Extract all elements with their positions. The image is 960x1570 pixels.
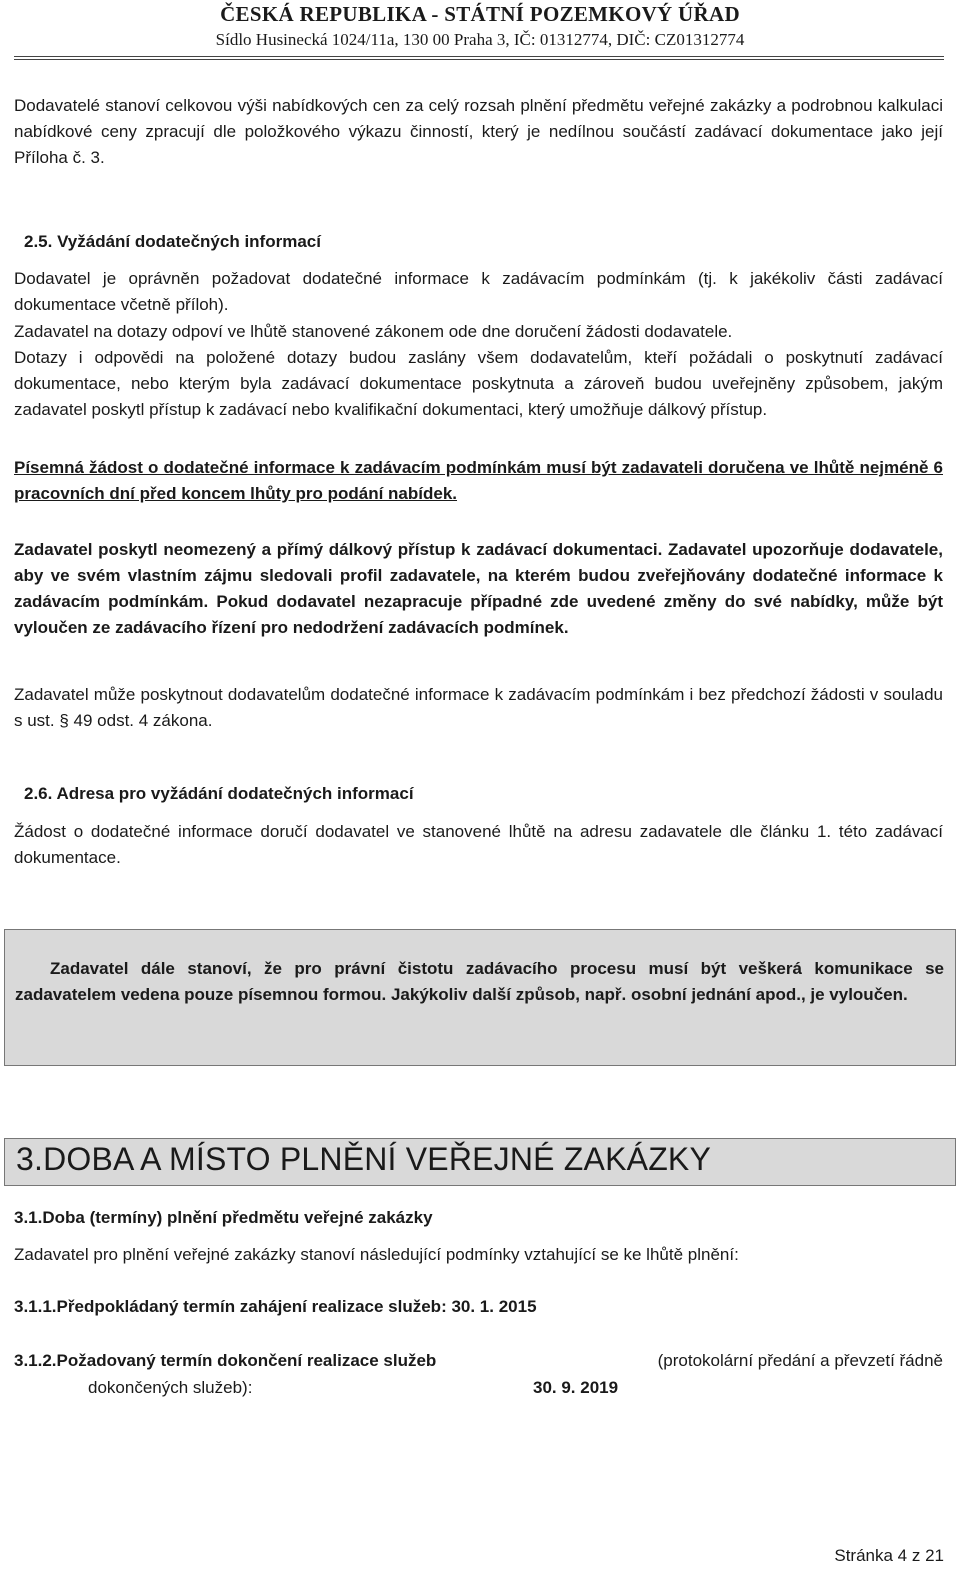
s312-note-continuation: dokončených služeb): [88, 1378, 253, 1397]
s312-label: 3.1.2.Požadovaný termín dokončení realizace služeb [14, 1351, 437, 1370]
s25-access-notice: Zadavatel poskytl neomezený a přímý dálkový přístup k zadávací dokumentaci. Zadavatel upozorňuje dodavatele, aby ve svém vlastním zájmu sledovali profil zadavatele, na kterém budou zveřejňovány dodatečné informace k zadávacím podmínkám. Pokud dodavatel nezapracuje případné zde uvedené změny do své nabídky, může být vyloučen ze zadávacího řízení pro nedodržení zadávacích podmínek. [14, 540, 943, 637]
letterhead-title: ČESKÁ REPUBLIKA - STÁTNÍ POZEMKOVÝ ÚŘAD [220, 2, 740, 26]
header-rule-top [14, 56, 944, 57]
communication-notice-text: Zadavatel dále stanoví, že pro právní čistotu zadávacího procesu musí být veškerá komunikace se zadavatelem vedena pouze písemnou formou. Jakýkoliv další způsob, např. osobní jednání apod., je vyloučen. [15, 959, 944, 1004]
s311-start-date: 3.1.1.Předpokládaný termín zahájení realizace služeb: 30. 1. 2015 [14, 1297, 537, 1316]
s312-end-date: 30. 9. 2019 [533, 1378, 619, 1397]
s25-paragraph-3: Dotazy i odpovědi na položené dotazy budou zaslány všem dodavatelům, kteří požádali o poskytnutí zadávací dokumentace, nebo kterým byla zadávací dokumentace poskytnuta a zároveň budou uveřejněny způsobem, jakým zadavatel poskytl přístup k zadávací nebo kvalifikační dokumentaci, který umožňuje dálkový přístup. [14, 348, 943, 419]
section-2-6-heading: 2.6. Adresa pro vyžádání dodatečných informací [24, 784, 414, 803]
s25-paragraph-2: Zadavatel na dotazy odpoví ve lhůtě stanovené zákonem ode dne doručení žádosti dodavatele. [14, 322, 733, 341]
s25-deadline-notice: Písemná žádost o dodatečné informace k zadávacím podmínkám musí být zadavateli doručena ve lhůtě nejméně 6 pracovních dní před koncem lhůty pro podání nabídek. [14, 458, 943, 503]
intro-paragraph: Dodavatelé stanoví celkovou výši nabídkových cen za celý rozsah plnění předmětu veřejné zakázky a podrobnou kalkulaci nabídkové ceny zpracují dle položkového výkazu činností, který je nedílnou součástí zadávací dokumentace jako její Příloha č. 3. [14, 96, 943, 167]
header-rule-bottom [14, 59, 944, 60]
s312-note: (protokolární předání a převzetí řádně [657, 1351, 943, 1370]
communication-notice-box [4, 929, 956, 1066]
chapter-3-banner [4, 1138, 956, 1186]
letterhead-address: Sídlo Husinecká 1024/11a, 130 00 Praha 3, IČ: 01312774, DIČ: CZ01312774 [215, 30, 745, 49]
section-3-1-heading: 3.1.Doba (termíny) plnění předmětu veřejné zakázky [14, 1208, 433, 1227]
chapter-3-title: 3.DOBA A MÍSTO PLNĚNÍ VEŘEJNÉ ZAKÁZKY [16, 1141, 712, 1177]
s25-paragraph-6: Zadavatel může poskytnout dodavatelům dodatečné informace k zadávacím podmínkám i bez předchozí žádosti v souladu s ust. § 49 odst. 4 zákona. [14, 685, 943, 730]
page-number: Stránka 4 z 21 [834, 1546, 944, 1565]
s31-paragraph: Zadavatel pro plnění veřejné zakázky stanoví následující podmínky vztahující se ke lhůtě plnění: [14, 1245, 739, 1264]
s26-paragraph-1: Žádost o dodatečné informace doručí dodavatel ve stanovené lhůtě na adresu zadavatele dle článku 1. této zadávací dokumentace. [14, 822, 943, 867]
section-2-5-heading: 2.5. Vyžádání dodatečných informací [24, 232, 321, 251]
s25-paragraph-1: Dodavatel je oprávněn požadovat dodatečné informace k zadávacím podmínkám (tj. k jakékoliv části zadávací dokumentace včetně příloh). [14, 269, 943, 314]
